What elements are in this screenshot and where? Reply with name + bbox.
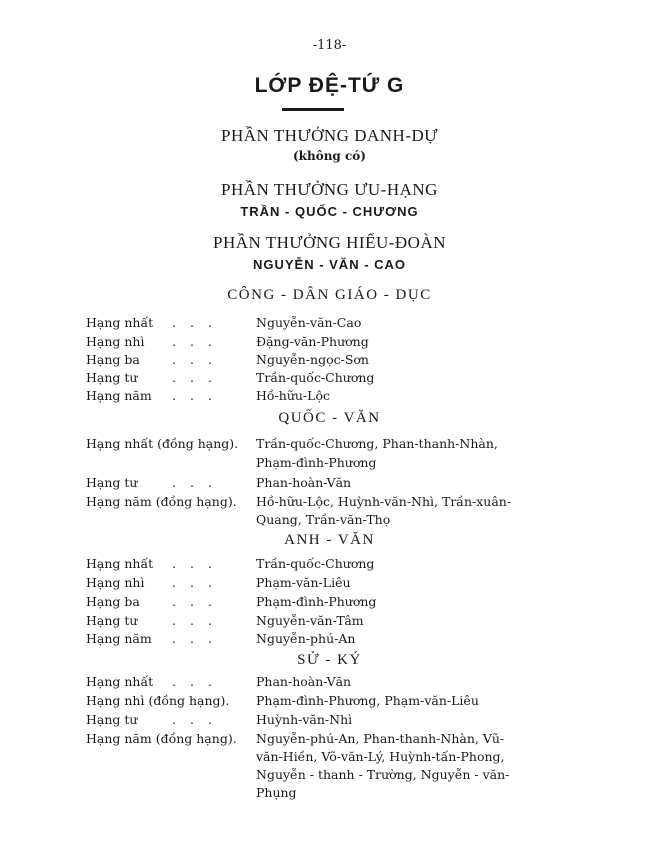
student-name: Huỳnh-văn-Nhì xyxy=(256,712,353,727)
class-title: LỚP ĐỆ-TỨ G xyxy=(254,74,405,97)
student-name: Phạm-đình-Phương xyxy=(256,594,377,609)
student-name: Phạm-đình-Phương, Phạm-văn-Liêu xyxy=(256,693,479,708)
student-name: Nguyễn-phú-An xyxy=(256,631,356,646)
rank-label: Hạng năm (đồng hạng). xyxy=(86,494,237,509)
rank-label: Hạng nhì (đồng hạng). xyxy=(86,693,230,708)
list-item-continuation xyxy=(0,749,659,767)
list-item-continuation xyxy=(0,512,659,530)
list-item xyxy=(0,388,659,406)
rank-label: Hạng năm xyxy=(86,631,152,646)
rank-label: Hạng nhất xyxy=(86,315,154,330)
student-name: Trần-quốc-Chương xyxy=(256,370,375,385)
list-item xyxy=(0,494,659,512)
rank-label: Hạng ba xyxy=(86,352,140,367)
list-item xyxy=(0,731,659,749)
list-item xyxy=(0,575,659,593)
rank-label: Hạng nhất xyxy=(86,556,154,571)
list-item xyxy=(0,352,659,370)
student-name: Phạm-đình-Phương xyxy=(256,455,377,470)
award-recipient-filial: NGUYỄN - VĂN - CAO xyxy=(252,257,407,272)
student-name: Hồ-hữu-Lộc xyxy=(256,388,330,403)
list-item-continuation xyxy=(0,785,659,803)
student-name: Quang, Trần-văn-Thọ xyxy=(256,512,391,527)
section-title: ANH - VĂN xyxy=(284,532,375,548)
student-name: Nguyễn-văn-Tâm xyxy=(256,613,364,628)
list-item xyxy=(0,674,659,692)
list-item xyxy=(0,693,659,711)
student-name: Nguyễn-ngọc-Sơn xyxy=(256,352,369,367)
leader-dots: ... xyxy=(172,575,226,590)
leader-dots: ... xyxy=(172,475,226,490)
leader-dots: ... xyxy=(172,712,226,727)
award-recipient-excellence: TRẦN - QUỐC - CHƯƠNG xyxy=(240,204,419,219)
rank-label: Hạng tư xyxy=(86,370,138,385)
rank-label: Hạng năm xyxy=(86,388,152,403)
leader-dots: ... xyxy=(172,556,226,571)
student-name: Phan-hoàn-Văn xyxy=(256,674,352,689)
rank-label: Hạng nhất (đồng hạng). xyxy=(86,436,239,451)
list-item xyxy=(0,334,659,352)
leader-dots: ... xyxy=(172,315,226,330)
list-item xyxy=(0,712,659,730)
rank-label: Hạng năm (đồng hạng). xyxy=(86,731,237,746)
student-name: Phụng xyxy=(256,785,297,800)
list-item xyxy=(0,315,659,333)
leader-dots: ... xyxy=(172,388,226,403)
leader-dots: ... xyxy=(172,334,226,349)
student-name: Trần-quốc-Chương xyxy=(256,556,375,571)
section-title: QUỐC - VĂN xyxy=(278,410,381,426)
student-name: Hồ-hữu-Lộc, Huỳnh-văn-Nhì, Trần-xuân- xyxy=(256,494,512,509)
list-item xyxy=(0,631,659,649)
list-item xyxy=(0,594,659,612)
rank-label: Hạng tư xyxy=(86,712,138,727)
leader-dots: ... xyxy=(172,594,226,609)
student-name: Nguyễn - thanh - Trường, Nguyễn - văn- xyxy=(256,767,510,782)
section-title: SỬ - KÝ xyxy=(297,652,362,668)
student-name: Đặng-văn-Phương xyxy=(256,334,369,349)
rank-label: Hạng nhì xyxy=(86,575,145,590)
list-item xyxy=(0,436,659,454)
rank-label: Hạng nhất xyxy=(86,674,154,689)
section-title: CÔNG - DÂN GIÁO - DỤC xyxy=(227,287,432,303)
award-heading-excellence: PHẦN THƯỞNG ƯU-HẠNG xyxy=(221,180,438,199)
student-name: Nguyễn-phú-An, Phan-thanh-Nhàn, Vũ- xyxy=(256,731,505,746)
award-heading-honor: PHẦN THƯỞNG DANH-DỰ xyxy=(221,126,438,145)
title-rule xyxy=(282,108,344,111)
rank-label: Hạng tư xyxy=(86,613,138,628)
leader-dots: ... xyxy=(172,352,226,367)
list-item xyxy=(0,556,659,574)
list-item xyxy=(0,475,659,493)
list-item-continuation xyxy=(0,455,659,473)
list-item xyxy=(0,370,659,388)
student-name: Phạm-văn-Liêu xyxy=(256,575,351,590)
rank-label: Hạng nhì xyxy=(86,334,145,349)
rank-label: Hạng tư xyxy=(86,475,138,490)
student-name: văn-Hiền, Võ-văn-Lý, Huỳnh-tấn-Phong, xyxy=(256,749,505,764)
award-recipient-honor: (không có) xyxy=(292,149,366,163)
page-number: -118- xyxy=(312,38,347,53)
student-name: Nguyễn-văn-Cao xyxy=(256,315,362,330)
student-name: Phan-hoàn-Văn xyxy=(256,475,352,490)
leader-dots: ... xyxy=(172,370,226,385)
list-item-continuation xyxy=(0,767,659,785)
award-heading-filial: PHẦN THƯỞNG HIẾU-ĐOÀN xyxy=(212,233,447,252)
rank-label: Hạng ba xyxy=(86,594,140,609)
list-item xyxy=(0,613,659,631)
leader-dots: ... xyxy=(172,631,226,646)
student-name: Trần-quốc-Chương, Phan-thanh-Nhàn, xyxy=(256,436,498,451)
leader-dots: ... xyxy=(172,613,226,628)
leader-dots: ... xyxy=(172,674,226,689)
